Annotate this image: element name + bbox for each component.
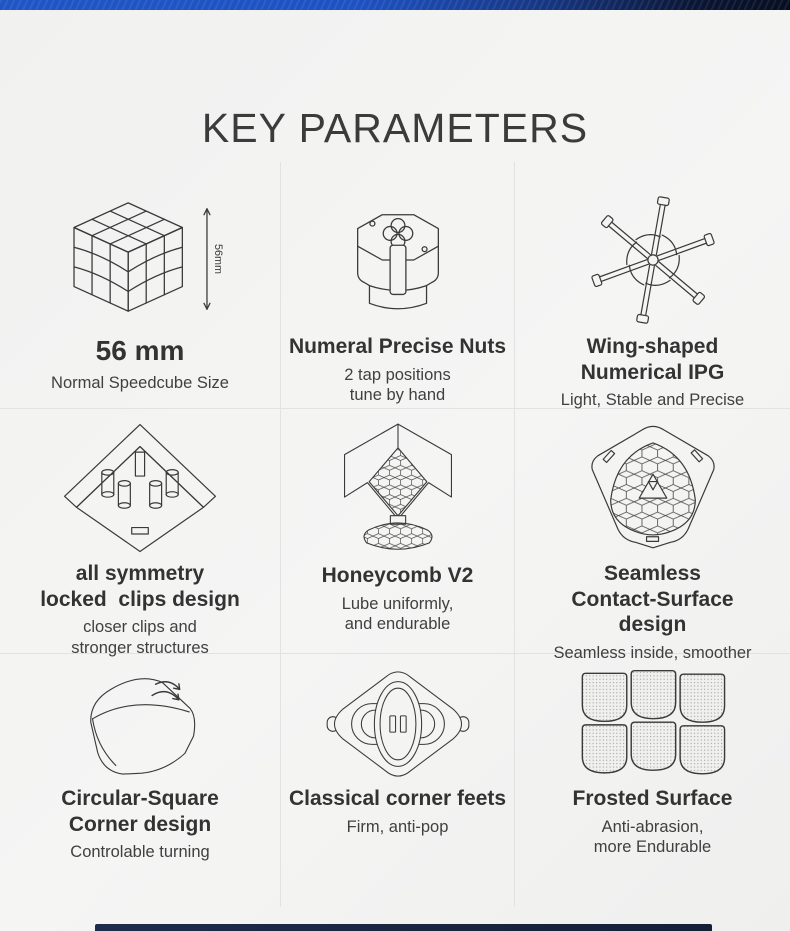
feature-subtitle — [51, 373, 229, 394]
feature-grid — [0, 162, 790, 907]
feature-title-line: 56 mm — [95, 335, 185, 366]
feature-cell-frosted-surface — [515, 654, 790, 907]
feature-subtitle-line: Firm, anti-pop — [346, 817, 449, 836]
feature-subtitle — [342, 594, 454, 636]
feature-subtitle-line: Normal Speedcube Size — [51, 374, 229, 393]
icon-box — [54, 419, 226, 557]
feature-cell-circular-square-corner — [0, 654, 281, 907]
feature-title-line: Wing-shaped — [586, 335, 719, 358]
top-bar-streak-texture — [0, 0, 790, 10]
feature-title — [289, 334, 506, 360]
feature-title-line: Contact-Surface — [571, 587, 734, 611]
feature-title — [289, 786, 506, 812]
feature-cell-locked-clips — [0, 409, 281, 657]
feature-subtitle-line: more Endurable — [593, 838, 712, 857]
feature-subtitle — [344, 365, 450, 407]
feature-subtitle-line: Seamless inside, smoother — [553, 643, 752, 662]
feature-subtitle — [561, 390, 744, 411]
feature-title-line: Circular-Square — [61, 787, 219, 810]
icon-box — [325, 419, 471, 559]
feature-subtitle-line: tune by hand — [349, 386, 446, 405]
locked-clips-icon — [54, 419, 226, 557]
feature-title — [573, 786, 733, 812]
icon-box — [51, 190, 229, 330]
speedcube-icon — [51, 195, 229, 325]
icon-box — [312, 666, 484, 782]
contact-surface-icon — [574, 419, 732, 557]
cube-dimension-label: 56mm — [211, 243, 224, 275]
page-title: KEY PARAMETERS — [201, 105, 589, 152]
feature-title — [61, 786, 219, 837]
feature-subtitle — [70, 842, 209, 863]
feature-cell-classical-corner-feets — [281, 654, 515, 907]
feature-title-line: locked clips design — [40, 587, 240, 611]
feature-title-line: Numerical IPG — [580, 360, 725, 384]
feature-title — [571, 561, 733, 638]
feature-title-line: Corner design — [68, 812, 212, 836]
feature-title-line: all symmetry — [75, 562, 205, 585]
icon-box — [569, 190, 737, 330]
feature-subtitle-line: Lube uniformly, — [341, 594, 454, 613]
feature-title — [322, 563, 474, 589]
feature-title-line: Seamless — [604, 562, 701, 585]
feature-subtitle-line: Anti-abrasion, — [601, 817, 704, 836]
feature-cell-seamless-contact-surface — [515, 409, 790, 662]
feature-cell-honeycomb-v2 — [281, 409, 515, 654]
feature-subtitle-line: and endurable — [344, 615, 451, 634]
feature-title — [96, 334, 185, 368]
nut-icon — [328, 198, 468, 322]
feature-title-line: Numeral Precise Nuts — [288, 335, 507, 358]
icon-box — [328, 190, 468, 330]
feature-subtitle-line: closer clips and — [83, 618, 197, 637]
feature-cell-wing-shaped-ipg — [515, 162, 790, 409]
feature-subtitle — [594, 817, 711, 859]
frosted-surface-icon — [568, 668, 738, 780]
feature-title — [581, 334, 725, 385]
feature-title-line: Honeycomb V2 — [321, 564, 474, 587]
icon-box — [568, 666, 738, 782]
feature-subtitle-line: 2 tap positions — [344, 365, 451, 384]
icon-box — [61, 666, 219, 782]
feature-subtitle-line: Controlable turning — [70, 843, 210, 862]
honeycomb-icon — [325, 419, 471, 559]
feature-subtitle — [71, 617, 209, 659]
icon-box — [574, 419, 732, 557]
wing-ipg-icon — [569, 190, 737, 330]
feature-subtitle-line: Light, Stable and Precise — [560, 391, 745, 410]
feature-subtitle — [347, 817, 449, 838]
corner-design-icon — [61, 667, 219, 781]
feature-cell-numeral-precise-nuts — [281, 162, 515, 409]
feature-cell-speedcube-size — [0, 162, 281, 409]
bottom-accent-bar — [95, 924, 712, 931]
feature-title — [40, 561, 240, 612]
feature-title-line: design — [618, 613, 687, 637]
feature-title-line: Frosted Surface — [572, 787, 733, 810]
feature-title-line: Classical corner feets — [288, 787, 507, 810]
feature-subtitle-line: stronger structures — [71, 639, 209, 657]
corner-feet-icon — [312, 667, 484, 781]
top-accent-bar — [0, 0, 790, 10]
